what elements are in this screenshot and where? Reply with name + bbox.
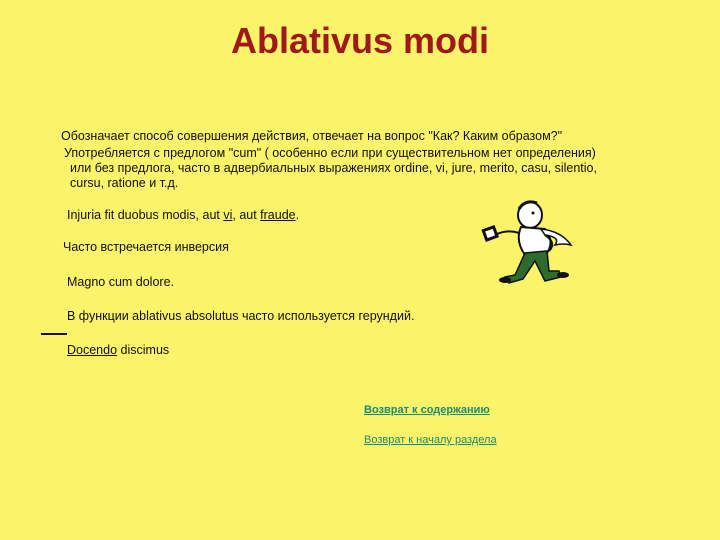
running-man-illustration-icon [475,185,585,295]
usage-text-line-1: Употребляется с предлогом "cum" ( особенно если при существительном нет определения) [64,146,596,160]
word-vi: vi [223,208,233,222]
usage-text-line-3: cursu, ratione и т.д. [70,176,179,190]
divider-dash [41,333,67,335]
definition-text: Обозначает способ совершения действия, отвечает на вопрос "Как? Каким образом?" [61,129,563,143]
usage-text-line-2: или без предлога, часто в адвербиальных выражениях ordine, vi, jure, merito, casu, silentio, [70,161,597,175]
example-injuria [67,207,299,223]
back-to-section-start-link[interactable]: Возврат к началу раздела [364,434,497,446]
gerund-note: В функции ablativus absolutus часто используется герундий. [67,309,415,323]
word-fraude: fraude [260,208,296,222]
example-magno: Magno cum dolore. [67,275,175,289]
inversion-note: Часто встречается инверсия [63,240,229,254]
word-docendo: Docendo [67,343,118,357]
example-docendo [67,342,169,358]
example-docendo-rest: discimus [117,343,170,357]
example-injuria-mid: , aut [232,208,261,222]
page-title: Ablativus modi [230,20,490,61]
example-injuria-pre: Injuria fit duobus modis, aut [67,208,224,222]
example-injuria-post: . [295,208,300,222]
back-to-contents-link[interactable]: Возврат к содержанию [364,404,490,416]
